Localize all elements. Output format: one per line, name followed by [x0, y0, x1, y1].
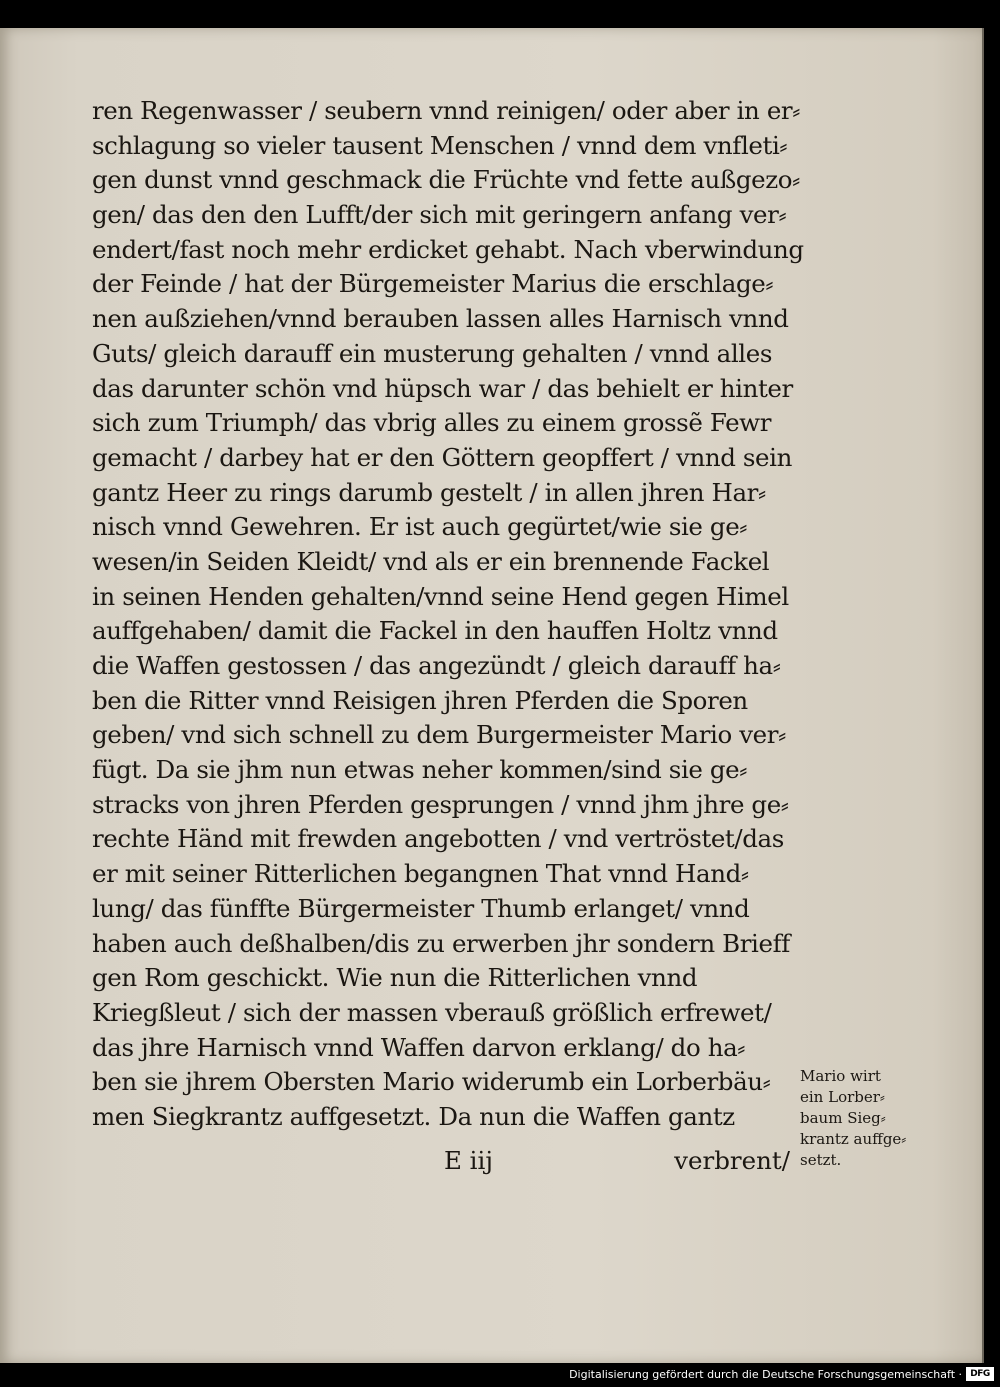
marginal-note-line: setzt. — [800, 1151, 842, 1169]
marginal-note — [800, 1066, 930, 1171]
text-line: die Waffen gestossen / das angezündt / gleich darauff ha⸗ — [92, 651, 781, 680]
text-line: gantz Heer zu rings darumb gestelt / in allen jhren Har⸗ — [92, 477, 766, 507]
funding-credit: Digitalisierung gefördert durch die Deutsche Forschungsgemeinschaft · — [569, 1368, 962, 1381]
text-line: Guts/ gleich darauff ein musterung gehalten / vnnd alles — [92, 338, 773, 368]
dfg-logo-icon: DFG — [966, 1367, 994, 1381]
text-line: gen dunst vnnd geschmack die Früchte vnd fette außgezo⸗ — [92, 165, 800, 195]
text-line: wesen/in Seiden Kleidt/ vnd als er ein brennende Fackel — [92, 546, 770, 576]
book-page — [0, 28, 984, 1363]
marginal-note-line: baum Sieg⸗ — [800, 1109, 886, 1127]
text-line: ben die Ritter vnnd Reisigen jhren Pferden die Sporen — [92, 685, 748, 715]
signature-mark: E iij — [444, 1146, 493, 1175]
text-line: gen/ das den den Lufft/der sich mit geringern anfang ver⸗ — [92, 200, 787, 230]
text-line: ben sie jhrem Obersten Mario widerumb ein Lorberbäu⸗ — [92, 1067, 771, 1097]
text-line: er mit seiner Ritterlichen begangnen That vnnd Hand⸗ — [92, 859, 749, 889]
text-line: lung/ das fünffte Bürgermeister Thumb erlanget/ vnnd — [92, 893, 750, 923]
marginal-note-line: ein Lorber⸗ — [800, 1088, 885, 1106]
text-line: ren Regenwasser / seubern vnnd reinigen/ oder aber in er⸗ — [92, 96, 800, 125]
page-footer-line — [92, 1146, 792, 1180]
funding-footer-bar — [0, 1363, 1000, 1387]
text-line: in seinen Henden gehalten/vnnd seine Hend gegen Himel — [92, 581, 789, 611]
text-line: gemacht / darbey hat er den Göttern geopffert / vnnd sein — [92, 442, 792, 472]
text-line: auffgehaben/ damit die Fackel in den hauffen Holtz vnnd — [92, 616, 778, 646]
text-line: geben/ vnd sich schnell zu dem Burgermeister Mario ver⸗ — [92, 720, 786, 750]
catchword: verbrent/ — [674, 1146, 790, 1175]
text-line: rechte Händ mit frewden angebotten / vnd vertröstet/das — [92, 824, 784, 854]
text-line: das darunter schön vnd hüpsch war / das behielt er hinter — [92, 373, 793, 403]
text-line: das jhre Harnisch vnnd Waffen darvon erklang/ do ha⸗ — [92, 1032, 746, 1062]
text-line: nisch vnnd Gewehren. Er ist auch gegürtet/wie sie ge⸗ — [92, 512, 748, 542]
text-line: nen außziehen/vnnd berauben lassen alles Harnisch vnnd — [92, 304, 789, 334]
text-line: endert/fast noch mehr erdicket gehabt. Nach vberwindung — [92, 234, 804, 264]
text-line: fügt. Da sie jhm nun etwas neher kommen/sind sie ge⸗ — [92, 755, 748, 785]
marginal-note-line: Mario wirt — [800, 1067, 881, 1085]
text-line: sich zum Triumph/ das vbrig alles zu einem grossẽ Fewr — [92, 408, 772, 438]
text-line: stracks von jhren Pferden gesprungen / vnnd jhm jhre ge⸗ — [92, 789, 789, 819]
text-line: schlagung so vieler tausent Menschen / vnnd dem vnfleti⸗ — [92, 130, 788, 160]
text-line: Kriegßleut / sich der massen vberauß größlich erfrewet/ — [92, 997, 772, 1027]
text-line: gen Rom geschickt. Wie nun die Ritterlichen vnnd — [92, 963, 698, 993]
text-line: haben auch deßhalben/dis zu erwerben jhr sondern Brieff — [92, 928, 790, 958]
text-line: der Feinde / hat der Bürgemeister Marius die erschlage⸗ — [92, 269, 774, 299]
marginal-note-line: krantz auffge⸗ — [800, 1130, 907, 1148]
body-text — [92, 94, 804, 1135]
text-line: men Siegkrantz auffgesetzt. Da nun die Waffen gantz — [92, 1101, 735, 1131]
